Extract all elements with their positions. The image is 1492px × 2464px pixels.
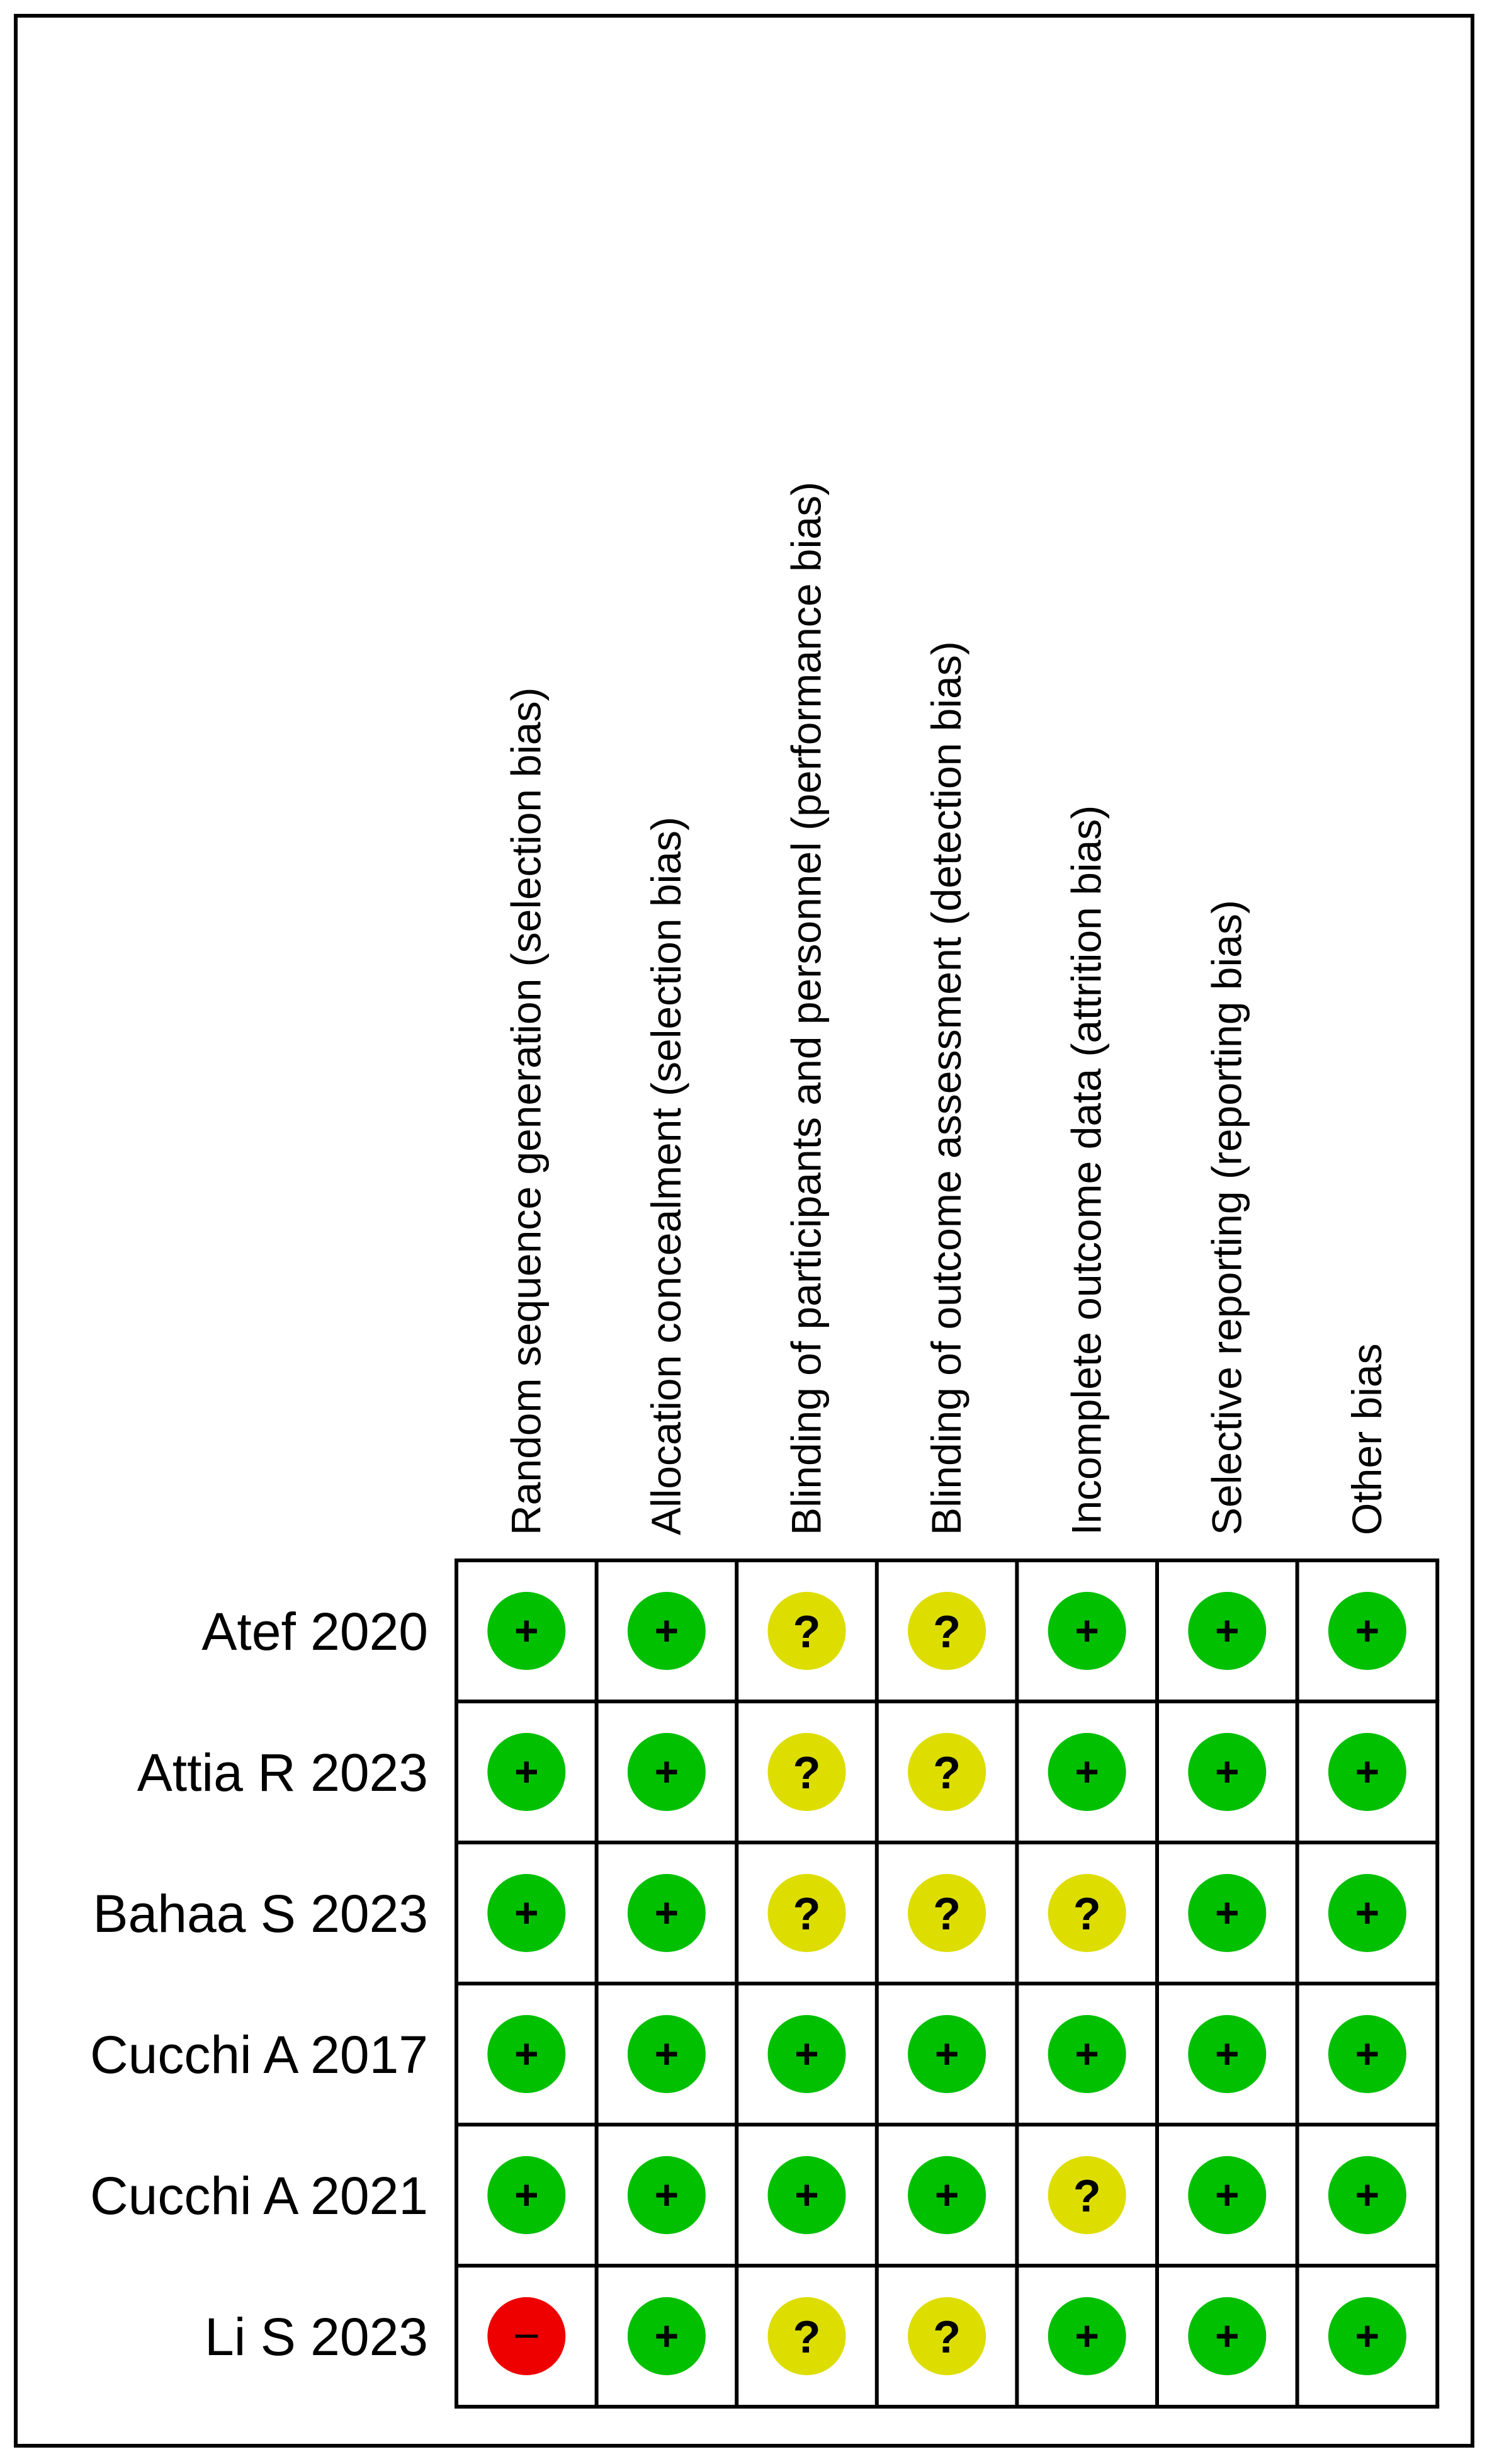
judgement-cell-low bbox=[628, 1592, 706, 1670]
judgement-cell-low bbox=[1328, 1592, 1406, 1670]
judgement-cell-low bbox=[1328, 1874, 1406, 1952]
study-label: Cucchi A 2021 bbox=[89, 2166, 428, 2225]
judgement-cell-low bbox=[628, 1874, 706, 1952]
study-label: Bahaa S 2023 bbox=[93, 1884, 428, 1943]
judgement-cell-low bbox=[1188, 2015, 1266, 2093]
plus-icon: + bbox=[1215, 1607, 1240, 1654]
plus-icon: + bbox=[1215, 2171, 1240, 2218]
study-label: Atef 2020 bbox=[201, 1602, 428, 1661]
judgement-cell-low bbox=[628, 2156, 706, 2234]
judgement-cell-low bbox=[1048, 2015, 1126, 2093]
judgement-cell-low bbox=[487, 2015, 565, 2093]
domain-label: Selective reporting (reporting bias) bbox=[1203, 900, 1250, 1535]
judgement-cell-low bbox=[1328, 2297, 1406, 2375]
judgement-cell-low bbox=[1328, 1733, 1406, 1811]
question-icon: ? bbox=[933, 1889, 961, 1939]
judgement-cell-unclear bbox=[1048, 1874, 1126, 1952]
judgement-cell-low bbox=[1188, 1592, 1266, 1670]
judgement-cell-low bbox=[1328, 2156, 1406, 2234]
plus-icon: + bbox=[1355, 1748, 1380, 1795]
judgement-cell-low bbox=[487, 1733, 565, 1811]
judgement-cell-unclear bbox=[768, 1874, 846, 1952]
judgement-cell-low bbox=[487, 1874, 565, 1952]
question-icon: ? bbox=[933, 1607, 961, 1657]
judgement-cell-unclear bbox=[768, 1733, 846, 1811]
domain-label: Allocation concealment (selection bias) bbox=[642, 817, 689, 1535]
judgement-cell-low bbox=[628, 1733, 706, 1811]
plus-icon: + bbox=[654, 2171, 679, 2218]
plus-icon: + bbox=[514, 2030, 539, 2077]
judgement-cell-low bbox=[1188, 1733, 1266, 1811]
plus-icon: + bbox=[1355, 2171, 1380, 2218]
question-icon: ? bbox=[793, 2312, 821, 2363]
plus-icon: + bbox=[1215, 1748, 1240, 1795]
plus-icon: + bbox=[654, 1889, 679, 1936]
plus-icon: + bbox=[934, 2030, 959, 2077]
judgement-cell-unclear bbox=[908, 1592, 986, 1670]
domain-label: Other bias bbox=[1343, 1343, 1390, 1535]
judgement-cell-low bbox=[1188, 1874, 1266, 1952]
plus-icon: + bbox=[1075, 1607, 1099, 1654]
judgement-cell-unclear bbox=[908, 1733, 986, 1811]
judgement-cell-low bbox=[487, 2156, 565, 2234]
plus-icon: + bbox=[654, 2312, 679, 2359]
domain-label: Random sequence generation (selection bias) bbox=[502, 687, 550, 1535]
plus-icon: + bbox=[514, 1748, 539, 1795]
question-icon: ? bbox=[793, 1889, 821, 1939]
plus-icon: + bbox=[1215, 2312, 1240, 2359]
domain-label: Blinding of participants and personnel (performance bias) bbox=[783, 482, 830, 1535]
plus-icon: + bbox=[794, 2030, 819, 2077]
plus-icon: + bbox=[654, 1607, 679, 1654]
judgement-cell-unclear bbox=[908, 1874, 986, 1952]
plus-icon: + bbox=[1215, 2030, 1240, 2077]
judgement-cell-unclear bbox=[768, 1592, 846, 1670]
domain-labels bbox=[502, 482, 1390, 1535]
plus-icon: + bbox=[654, 2030, 679, 2077]
plus-icon: + bbox=[934, 2171, 959, 2218]
judgement-cell-unclear bbox=[1048, 2156, 1126, 2234]
plus-icon: + bbox=[514, 1889, 539, 1936]
question-icon: ? bbox=[933, 1748, 961, 1798]
question-icon: ? bbox=[1073, 1889, 1101, 1939]
plus-icon: + bbox=[1355, 1607, 1380, 1654]
judgement-grid bbox=[455, 1560, 1439, 2407]
judgement-cell-unclear bbox=[768, 2297, 846, 2375]
plus-icon: + bbox=[514, 1607, 539, 1654]
judgement-cell-low bbox=[487, 1592, 565, 1670]
domain-label: Incomplete outcome data (attrition bias) bbox=[1063, 805, 1110, 1535]
plus-icon: + bbox=[794, 2171, 819, 2218]
plus-icon: + bbox=[1075, 2030, 1099, 2077]
question-icon: ? bbox=[793, 1607, 821, 1657]
judgement-cell-low bbox=[1048, 2297, 1126, 2375]
plus-icon: + bbox=[1355, 1889, 1380, 1936]
judgement-cell-low bbox=[908, 2156, 986, 2234]
plus-icon: + bbox=[1355, 2030, 1380, 2077]
judgement-cell-low bbox=[1328, 2015, 1406, 2093]
plus-icon: + bbox=[1075, 2312, 1099, 2359]
plus-icon: + bbox=[1215, 1889, 1240, 1936]
judgement-cell-low bbox=[908, 2015, 986, 2093]
judgement-cell-low bbox=[628, 2015, 706, 2093]
plus-icon: + bbox=[514, 2171, 539, 2218]
judgement-cell-low bbox=[1188, 2156, 1266, 2234]
judgement-cell-low bbox=[768, 2156, 846, 2234]
judgement-cell-unclear bbox=[908, 2297, 986, 2375]
judgement-cell-low bbox=[1188, 2297, 1266, 2375]
domain-label: Blinding of outcome assessment (detection bias) bbox=[923, 641, 970, 1535]
question-icon: ? bbox=[933, 2312, 961, 2363]
plus-icon: + bbox=[654, 1748, 679, 1795]
plus-icon: + bbox=[1075, 1748, 1099, 1795]
judgement-cell-low bbox=[628, 2297, 706, 2375]
question-icon: ? bbox=[793, 1748, 821, 1798]
study-label: Li S 2023 bbox=[205, 2307, 428, 2366]
judgement-cell-high bbox=[487, 2297, 565, 2375]
plus-icon: + bbox=[1355, 2312, 1380, 2359]
judgement-cell-low bbox=[1048, 1733, 1126, 1811]
study-label: Attia R 2023 bbox=[137, 1743, 428, 1802]
judgement-cell-low bbox=[1048, 1592, 1126, 1670]
judgement-cell-low bbox=[768, 2015, 846, 2093]
study-labels bbox=[90, 1602, 428, 2366]
study-label: Cucchi A 2017 bbox=[89, 2025, 428, 2084]
question-icon: ? bbox=[1073, 2171, 1101, 2222]
